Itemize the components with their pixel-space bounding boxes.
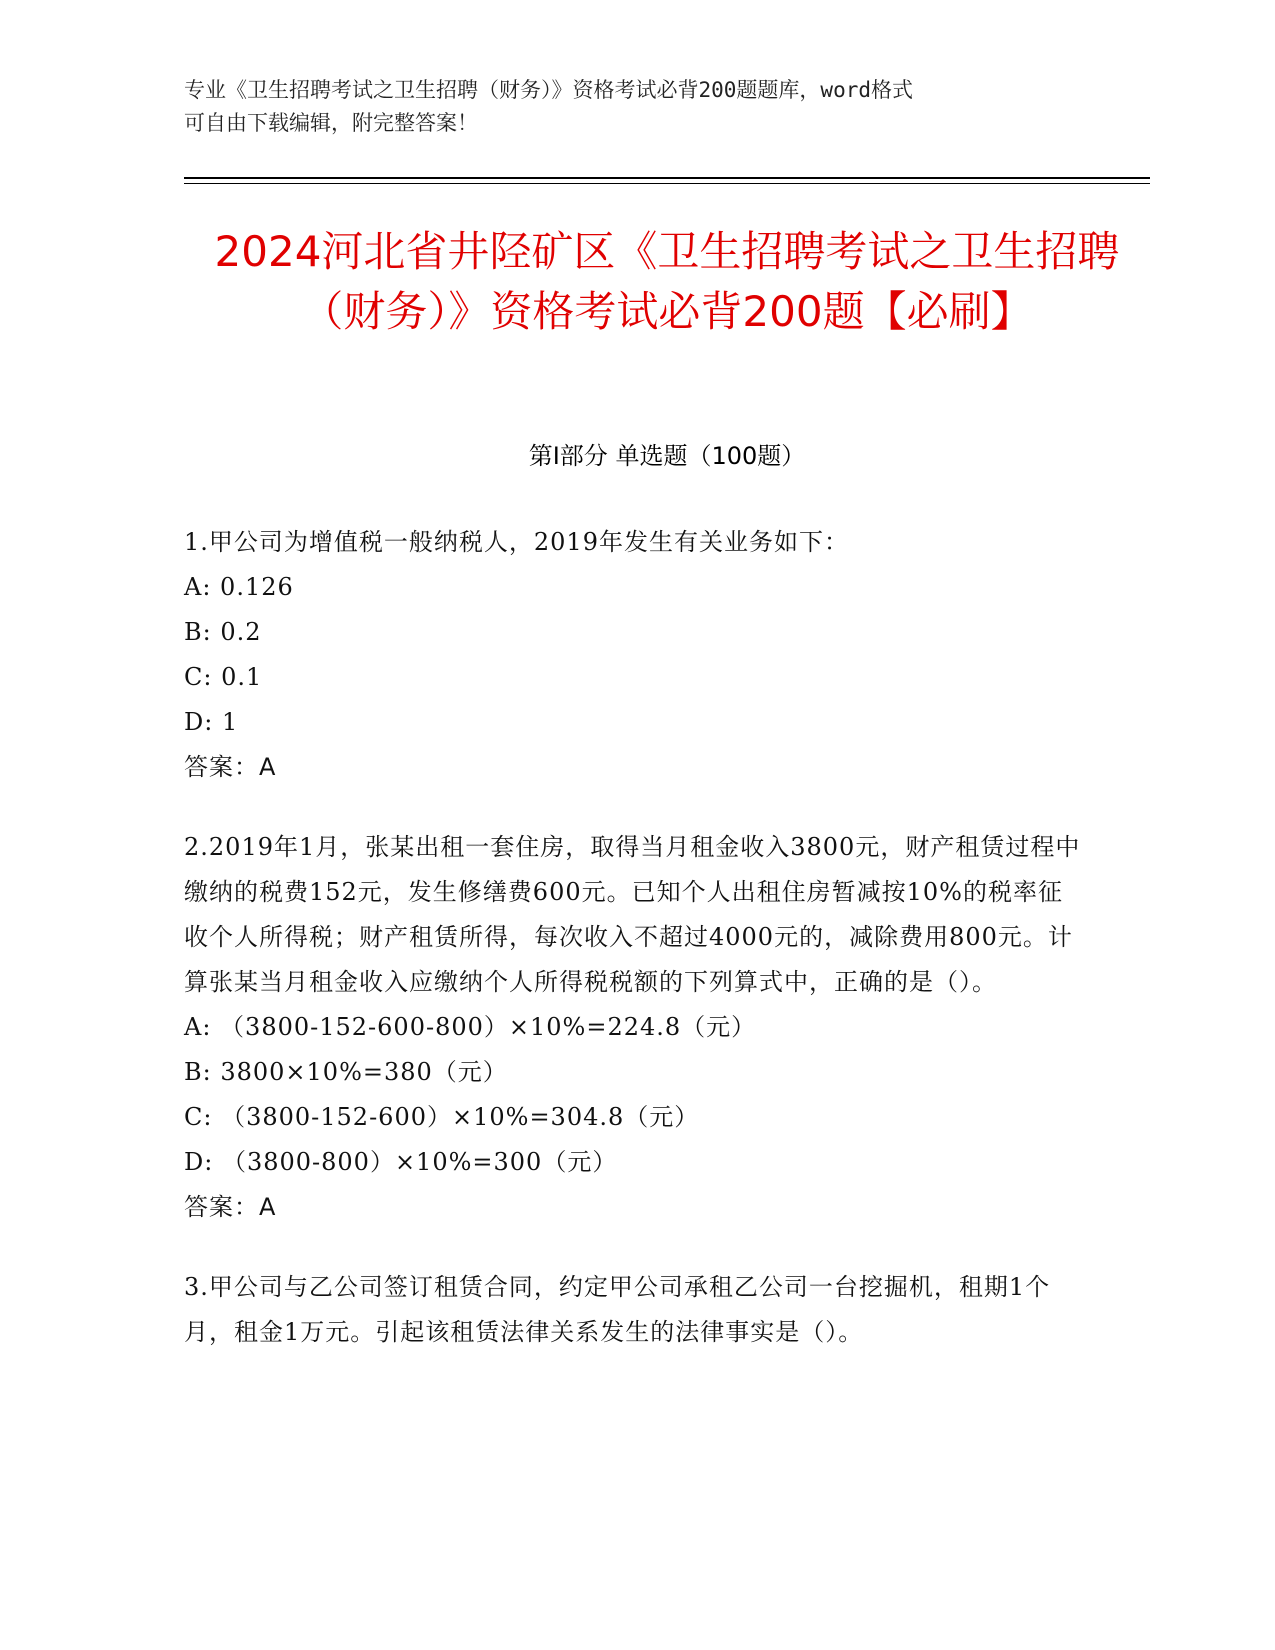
question-list	[184, 520, 1084, 1390]
question-stem: 1.甲公司为增值税一般纳税人，2019年发生有关业务如下：	[184, 528, 849, 556]
option-a: A: 0.126	[184, 573, 294, 601]
option-c: C: 0.1	[184, 663, 263, 691]
header-divider-thin	[184, 183, 1150, 184]
question-stem: 2.2019年1月，张某出租一套住房，取得当月租金收入3800元，财产租赁过程中缴纳的税费152元，发生修缮费600元。已知个人出租住房暂减按10%的税率征收个人所得税；财产租赁所得，每次收入不超过4000元的，减除费用800元。计算张某当月租金收入应缴纳个人所得税税额的下列算式中，正确的是（）。	[184, 833, 1081, 996]
section-heading: 第Ⅰ部分 单选题（100题）	[528, 442, 806, 470]
option-b: B: 0.2	[184, 618, 262, 646]
intro-line-1: 专业《卫生招聘考试之卫生招聘（财务）》资格考试必背200题题库，word格式	[184, 78, 913, 102]
option-d: D: （3800-800）×10%=300（元）	[184, 1148, 618, 1176]
question-1	[184, 520, 1084, 790]
answer: 答案：A	[184, 753, 277, 781]
intro-line-2: 可自由下载编辑，附完整答案！	[184, 111, 478, 135]
question-3	[184, 1265, 1084, 1355]
option-d: D: 1	[184, 708, 239, 736]
intro-text	[184, 74, 1064, 140]
option-b: B: 3800×10%=380（元）	[184, 1058, 508, 1086]
option-a: A: （3800-152-600-800）×10%=224.8（元）	[184, 1013, 757, 1041]
question-2	[184, 825, 1084, 1230]
answer: 答案：A	[184, 1193, 277, 1221]
question-stem: 3.甲公司与乙公司签订租赁合同，约定甲公司承租乙公司一台挖掘机，租期1个月，租金1万元。引起该租赁法律关系发生的法律事实是（）。	[184, 1273, 1051, 1346]
option-c: C: （3800-152-600）×10%=304.8（元）	[184, 1103, 700, 1131]
document-title: 2024河北省井陉矿区《卫生招聘考试之卫生招聘（财务）》资格考试必背200题【必刷】	[214, 227, 1120, 336]
header-divider-thick	[184, 177, 1150, 179]
